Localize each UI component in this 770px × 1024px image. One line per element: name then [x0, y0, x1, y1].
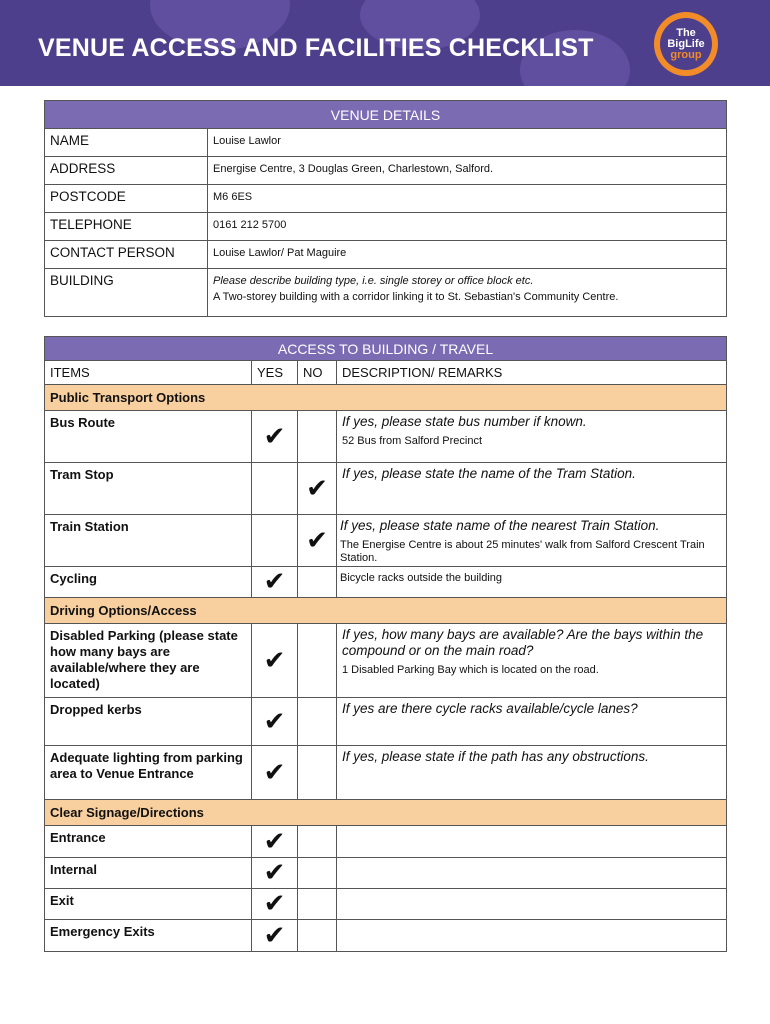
- page-title: VENUE ACCESS AND FACILITIES CHECKLIST: [38, 34, 594, 62]
- access-table: [44, 336, 727, 952]
- bus-answer: 52 Bus from Salford Precinct: [342, 435, 483, 447]
- building-label: BUILDING: [45, 269, 208, 317]
- entrance-remarks[interactable]: [337, 826, 727, 858]
- parking-remarks[interactable]: [337, 624, 727, 698]
- logo-text: The: [676, 26, 696, 39]
- col-items: ITEMS: [45, 361, 252, 385]
- kerbs-yes-checkmark[interactable]: ✔: [252, 698, 298, 746]
- building-note: Please describe building type, i.e. single storey or office block etc.: [213, 275, 534, 287]
- building-text: A Two-storey building with a corridor linking it to St. Sebastian's Community Centre.: [213, 291, 619, 303]
- bus-no-cell[interactable]: [298, 411, 337, 463]
- parking-question: If yes, how many bays are available? Are the bays within the compound or on the main road?: [342, 627, 704, 658]
- lighting-remarks[interactable]: [337, 746, 727, 800]
- train-remarks[interactable]: [337, 515, 727, 567]
- cycling-label: Cycling: [45, 567, 252, 598]
- bus-route-label: Bus Route: [45, 411, 252, 463]
- parking-no-cell[interactable]: [298, 624, 337, 698]
- category-public-transport: Public Transport Options: [45, 385, 727, 411]
- internal-remarks[interactable]: [337, 858, 727, 889]
- name-value[interactable]: Louise Lawlor: [208, 129, 727, 157]
- kerbs-no-cell[interactable]: [298, 698, 337, 746]
- venue-details-heading: VENUE DETAILS: [45, 101, 727, 129]
- category-driving: Driving Options/Access: [45, 598, 727, 624]
- col-description: DESCRIPTION/ REMARKS: [337, 361, 727, 385]
- address-label: ADDRESS: [45, 157, 208, 185]
- col-no: NO: [298, 361, 337, 385]
- disabled-parking-label: Disabled Parking (please state how many bays are available/where they are located): [45, 624, 252, 698]
- emergency-exits-label: Emergency Exits: [45, 920, 252, 952]
- col-yes: YES: [252, 361, 298, 385]
- lighting-no-cell[interactable]: [298, 746, 337, 800]
- cycling-no-cell[interactable]: [298, 567, 337, 598]
- train-station-label: Train Station: [45, 515, 252, 567]
- category-signage: Clear Signage/Directions: [45, 800, 727, 826]
- tram-question: If yes, please state the name of the Tram Station.: [342, 466, 636, 481]
- train-yes-cell[interactable]: [252, 515, 298, 567]
- internal-label: Internal: [45, 858, 252, 889]
- cycling-remarks[interactable]: [337, 567, 727, 598]
- exit-remarks[interactable]: [337, 889, 727, 920]
- lighting-label: Adequate lighting from parking area to Venue Entrance: [45, 746, 252, 800]
- postcode-label: POSTCODE: [45, 185, 208, 213]
- lighting-yes-checkmark[interactable]: ✔: [252, 746, 298, 800]
- biglife-logo: [654, 12, 718, 76]
- bus-yes-checkmark[interactable]: ✔: [252, 411, 298, 463]
- logo-text: group: [670, 48, 702, 61]
- bus-remarks[interactable]: [337, 411, 727, 463]
- tram-no-checkmark[interactable]: ✔: [298, 463, 337, 515]
- train-no-checkmark[interactable]: ✔: [298, 515, 337, 567]
- entrance-no-cell[interactable]: [298, 826, 337, 858]
- venue-details-table: [44, 100, 727, 317]
- exit-label: Exit: [45, 889, 252, 920]
- page-header: [0, 0, 770, 86]
- name-label: NAME: [45, 129, 208, 157]
- logo-text: BigLife: [667, 37, 705, 50]
- cycling-answer: Bicycle racks outside the building: [340, 572, 503, 584]
- contact-label: CONTACT PERSON: [45, 241, 208, 269]
- emergency-no-cell[interactable]: [298, 920, 337, 952]
- internal-no-cell[interactable]: [298, 858, 337, 889]
- bus-question: If yes, please state bus number if known.: [342, 414, 587, 429]
- lighting-question: If yes, please state if the path has any obstructions.: [342, 749, 649, 764]
- tram-stop-label: Tram Stop: [45, 463, 252, 515]
- train-answer: The Energise Centre is about 25 minutes' walk from Salford Crescent Train Station.: [340, 539, 705, 564]
- tram-yes-cell[interactable]: [252, 463, 298, 515]
- contact-value[interactable]: Louise Lawlor/ Pat Maguire: [208, 241, 727, 269]
- internal-yes-checkmark[interactable]: ✔: [252, 858, 298, 889]
- entrance-yes-checkmark[interactable]: ✔: [252, 826, 298, 858]
- kerbs-remarks[interactable]: [337, 698, 727, 746]
- entrance-label: Entrance: [45, 826, 252, 858]
- tram-remarks[interactable]: [337, 463, 727, 515]
- emergency-yes-checkmark[interactable]: ✔: [252, 920, 298, 952]
- cycling-yes-checkmark[interactable]: ✔: [252, 567, 298, 598]
- address-value[interactable]: Energise Centre, 3 Douglas Green, Charlestown, Salford.: [208, 157, 727, 185]
- kerbs-question: If yes are there cycle racks available/cycle lanes?: [342, 701, 638, 716]
- exit-no-cell[interactable]: [298, 889, 337, 920]
- parking-yes-checkmark[interactable]: ✔: [252, 624, 298, 698]
- emergency-remarks[interactable]: [337, 920, 727, 952]
- telephone-value[interactable]: 0161 212 5700: [208, 213, 727, 241]
- dropped-kerbs-label: Dropped kerbs: [45, 698, 252, 746]
- building-value[interactable]: [208, 269, 727, 317]
- access-heading: ACCESS TO BUILDING / TRAVEL: [45, 337, 727, 361]
- train-question: If yes, please state name of the nearest Train Station.: [340, 518, 660, 533]
- exit-yes-checkmark[interactable]: ✔: [252, 889, 298, 920]
- parking-answer: 1 Disabled Parking Bay which is located on the road.: [342, 664, 599, 676]
- telephone-label: TELEPHONE: [45, 213, 208, 241]
- postcode-value[interactable]: M6 6ES: [208, 185, 727, 213]
